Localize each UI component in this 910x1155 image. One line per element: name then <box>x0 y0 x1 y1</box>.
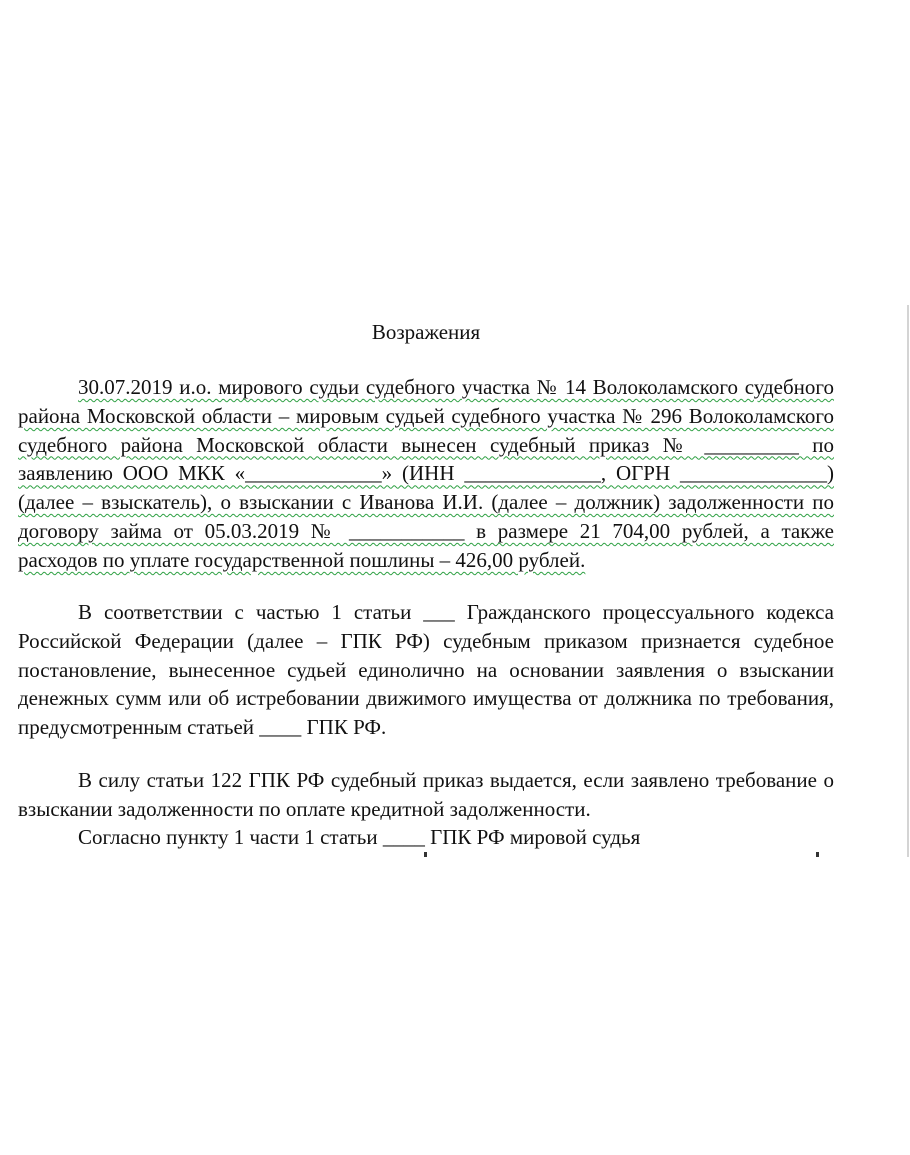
cut-off-glyph <box>424 852 427 857</box>
paragraph-article-122: В силу статьи 122 ГПК РФ судебный приказ выдается, если заявлено требование о взыскании задолженности по оплате кредитной задолженности. <box>18 768 834 821</box>
document-title: Возражения <box>371 320 481 344</box>
paragraph-court-order <box>18 373 834 575</box>
cut-off-glyph <box>816 852 819 857</box>
paragraph-article-reference: В соответствии с частью 1 статьи ___ Гражданского процессуального кодекса Российской Федерации (далее – ГПК РФ) судебным приказом признается судебное постановление, вынесенное судьей единолично на основании заявления о взыскании денежных сумм или об истребовании движимого имущества от должника по требования, предусмотренным статьей ____ ГПК РФ. <box>18 600 834 740</box>
cut-off-next-line <box>18 852 834 858</box>
paragraph-court-order-text: 30.07.2019 и.о. мирового судьи судебного участка № 14 Волоколамского судебного района Московской области – мировым судьей судебного участка № 296 Волоколамского судебного района Московской области вынесен судебный приказ № _________ по заявлению ООО МКК «_____________» (ИНН _____________, ОГРН ______________) (далее – взыскатель), о взыскании с Иванова И.И. (далее – должник) задолженности по договору займа от 05.03.2019 № ___________ в размере 21 704,00 рублей, а также расходов по уплате государственной пошлины – 426,00 рублей. <box>18 375 834 572</box>
paragraph-judge-clause: Согласно пункту 1 части 1 статьи ____ ГПК РФ мировой судья <box>78 825 641 849</box>
